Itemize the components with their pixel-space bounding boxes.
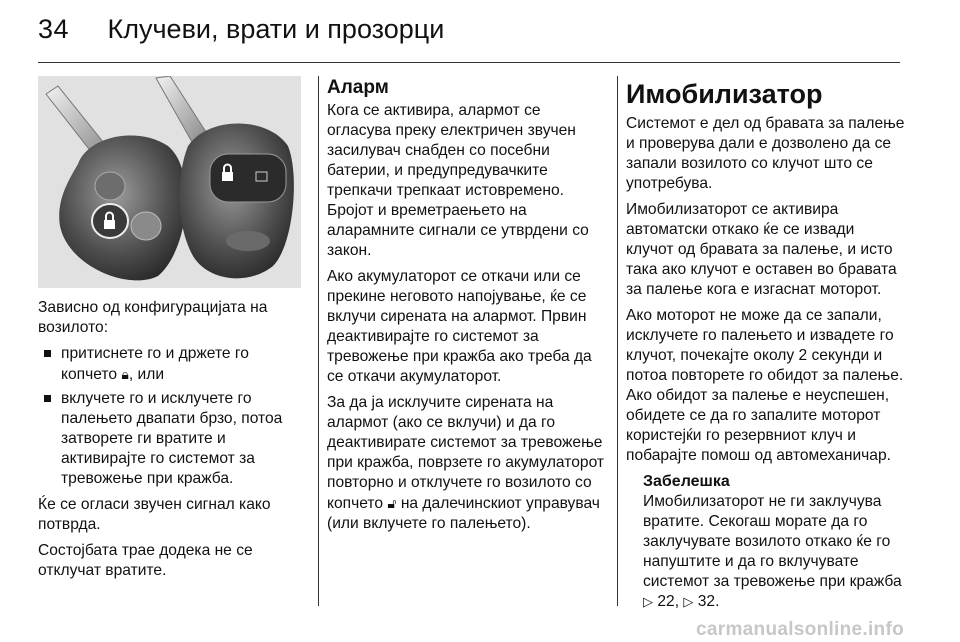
column-1 xyxy=(38,298,308,587)
watermark: carmanualsonline.info xyxy=(696,619,904,640)
column-2 xyxy=(327,76,607,540)
note-text: Имобилизаторот не ги заклучува вратите. Секогаш морате да го заклучувате возилото откако ќе го напуштите и да го вклучувате системот за тревожење при кражба ▷ 22, ▷ 32. xyxy=(643,493,902,610)
alarm-p3-text: За да ја исклучите сирената на алармот (ако се вклучи) и да го деактивирате системот за тревожење при кражба, поврзете го акумулаторот повторно и отклучете го возилото со копчето xyxy=(327,394,605,512)
lock-icon-right xyxy=(222,172,233,181)
state-text: Состојбата трае додека не се отклучат вратите. xyxy=(38,542,253,579)
immobilizer-paragraph-2: Имобилизаторот се активира автоматски откако ќе се извади клучот од бравата за палење, и исто така ако клучот е оставен во бравата за палење кога е изгаснат моторот. xyxy=(626,201,897,298)
page-header xyxy=(38,14,444,54)
immobilizer-paragraph-1: Системот е дел од бравата за палење и проверува дали е дозволено да се запали возилото со клучот што се употребува. xyxy=(626,115,905,192)
immobilizer-paragraph-3: Ако моторот не може да се запали, исклучете го палењето и извадете го клучот, почекајте околу 2 секунди и потоа повторете го обидот за палење. Ако обидот за палење е неуспешен, обидете се да го запалите моторот користејќи го резервниот клуч и побарајте помош од автомеханичар. xyxy=(626,307,904,464)
remote-keys-drawing xyxy=(38,76,301,288)
fob-left-button-unlock xyxy=(95,172,125,200)
bullet-1-suffix: , или xyxy=(128,366,165,383)
column-divider-2 xyxy=(617,76,618,606)
lock-icon xyxy=(104,220,115,229)
page-ref-triangle-icon: ▷ xyxy=(683,594,694,609)
alarm-paragraph-3 xyxy=(327,393,607,534)
bullet-1-text: притиснете го и држете го копчето xyxy=(61,345,249,383)
column-3 xyxy=(626,76,906,612)
list-item: вклучете го и исклучете го палењето двапати брзо, потоа затворете ги вратите и активирајте го системот за тревожење при кражба. xyxy=(38,389,308,489)
note-box xyxy=(643,472,906,612)
column-divider-1 xyxy=(318,76,319,606)
note-body: Имобилизаторот не ги заклучува вратите. Секогаш морате да го заклучувате возилото откако ќе го напуштите и да го вклучувате системот за тревожење при кражба xyxy=(643,493,902,590)
remote-keys-illustration xyxy=(38,76,301,288)
page-title: Клучеви, врати и прозорци xyxy=(107,14,445,44)
immobilizer-heading: Имобилизатор xyxy=(626,79,823,109)
confirmation-text: Ќе се огласи звучен сигнал како потврда. xyxy=(38,496,271,533)
page-ref-triangle-icon: ▷ xyxy=(643,594,653,609)
alarm-p3-suffix: на далечинскиот управувач (или вклучете го палењето). xyxy=(327,495,600,532)
fob-right-ring xyxy=(226,231,270,251)
page-ref-1[interactable]: 22 xyxy=(657,593,675,610)
note-heading: Забелешка xyxy=(643,473,730,490)
fob-right-button-panel xyxy=(210,154,286,202)
alarm-paragraph-2: Ако акумулаторот се откачи или се прекине неговото напојување, ќе се вклучи сирената на алармот. Првин деактивирајте го системот за тревожење при кражба ако треба да се откачи акумулаторот. xyxy=(327,268,592,385)
header-rule xyxy=(38,62,900,63)
fob-left-button-trunk xyxy=(131,212,161,240)
option-list xyxy=(38,344,308,489)
unlock-button-icon: 🔓︎ xyxy=(387,495,397,511)
alarm-heading: Аларм xyxy=(327,77,389,98)
page-ref-2[interactable]: 32. xyxy=(697,593,720,610)
page-number: 34 xyxy=(38,14,70,44)
list-item xyxy=(38,344,308,385)
intro-text: Зависно од конфигурацијата на возилото: xyxy=(38,299,268,336)
alarm-paragraph-1: Кога се активира, алармот се огласува преку електричен звучен засилувач снабден со посебни батерии, и предупредувачките трепкачи трепкаат истовремено. Бројот и времетраењето на аларамните сигнали се утврдени со закон. xyxy=(327,102,589,259)
lock-button-icon: 🔒︎ xyxy=(121,366,129,382)
